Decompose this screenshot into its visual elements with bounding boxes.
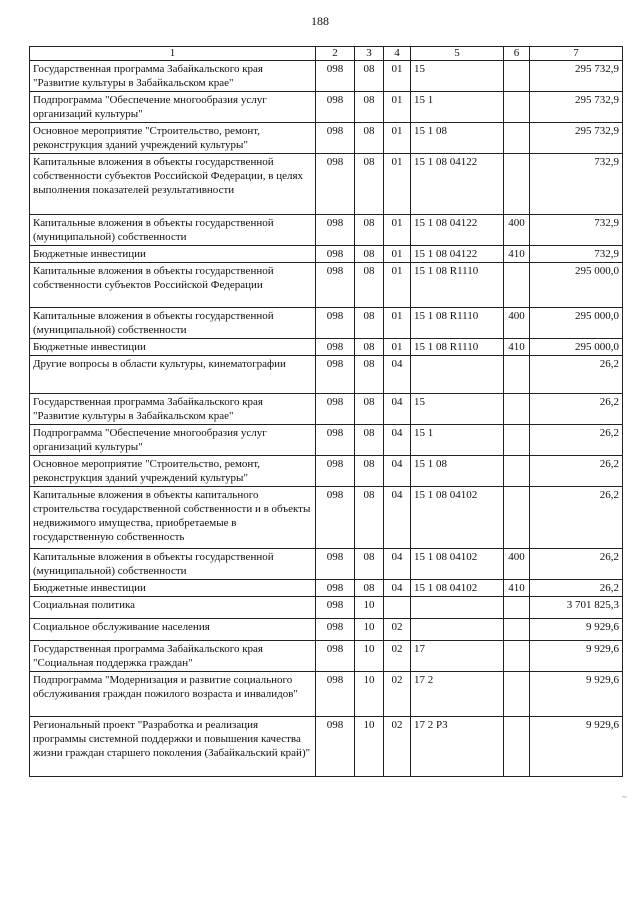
row-c3-cell: 08 <box>355 549 384 580</box>
row-c3-cell: 10 <box>355 597 384 619</box>
row-c4-cell: 02 <box>384 619 411 641</box>
header-cell: 2 <box>316 47 355 61</box>
row-c4-cell: 04 <box>384 549 411 580</box>
row-c4-cell: 01 <box>384 246 411 263</box>
row-c2-cell: 098 <box>316 123 355 154</box>
row-c6-cell <box>504 456 530 487</box>
header-cell: 7 <box>530 47 623 61</box>
row-c5-cell <box>411 356 504 394</box>
row-c2-cell: 098 <box>316 580 355 597</box>
row-c4-cell: 01 <box>384 215 411 246</box>
table-row <box>30 61 623 92</box>
row-c2-cell: 098 <box>316 672 355 717</box>
row-c5-cell: 17 2 P3 <box>411 717 504 777</box>
row-c7-cell: 295 732,9 <box>530 123 623 154</box>
row-c5-cell: 15 1 08 R1110 <box>411 308 504 339</box>
row-c5-cell: 15 1 08 04122 <box>411 246 504 263</box>
row-c4-cell: 04 <box>384 394 411 425</box>
row-c6-cell <box>504 672 530 717</box>
row-name-cell: Капитальные вложения в объекты государственной (муниципальной) собственности <box>30 549 316 580</box>
row-c5-cell: 17 2 <box>411 672 504 717</box>
table-row <box>30 456 623 487</box>
row-c2-cell: 098 <box>316 425 355 456</box>
row-c2-cell: 098 <box>316 619 355 641</box>
row-c6-cell <box>504 61 530 92</box>
row-c5-cell: 15 1 08 <box>411 123 504 154</box>
table-row <box>30 246 623 263</box>
row-c6-cell <box>504 154 530 215</box>
row-name-cell: Капитальные вложения в объекты государственной (муниципальной) собственности <box>30 215 316 246</box>
row-c7-cell: 732,9 <box>530 215 623 246</box>
row-c5-cell: 15 1 <box>411 92 504 123</box>
table-row <box>30 123 623 154</box>
row-c2-cell: 098 <box>316 356 355 394</box>
scan-mark: ~ <box>622 792 627 802</box>
table-row <box>30 717 623 777</box>
row-c7-cell: 26,2 <box>530 487 623 549</box>
row-c7-cell: 26,2 <box>530 356 623 394</box>
row-c3-cell: 08 <box>355 487 384 549</box>
row-c5-cell: 15 1 08 <box>411 456 504 487</box>
table-row <box>30 580 623 597</box>
row-c7-cell: 732,9 <box>530 154 623 215</box>
row-name-cell: Основное мероприятие "Строительство, ремонт, реконструкция зданий учреждений культуры" <box>30 456 316 487</box>
row-c3-cell: 08 <box>355 92 384 123</box>
row-c4-cell: 01 <box>384 61 411 92</box>
row-c5-cell: 15 1 08 R1110 <box>411 339 504 356</box>
row-c7-cell: 295 732,9 <box>530 61 623 92</box>
table-row <box>30 308 623 339</box>
row-c6-cell <box>504 123 530 154</box>
row-c2-cell: 098 <box>316 456 355 487</box>
row-c4-cell: 01 <box>384 339 411 356</box>
row-c6-cell: 410 <box>504 246 530 263</box>
row-c5-cell: 15 1 08 04122 <box>411 154 504 215</box>
row-c7-cell: 732,9 <box>530 246 623 263</box>
row-name-cell: Подпрограмма "Обеспечение многообразия услуг организаций культуры" <box>30 425 316 456</box>
header-cell: 5 <box>411 47 504 61</box>
row-c4-cell: 02 <box>384 672 411 717</box>
row-c4-cell: 04 <box>384 487 411 549</box>
row-c6-cell <box>504 425 530 456</box>
row-name-cell: Капитальные вложения в объекты капитального строительства государственной собственности и в объекты недвижимого имущества, приобретаемые в государственную собственность <box>30 487 316 549</box>
row-c2-cell: 098 <box>316 246 355 263</box>
row-c6-cell: 410 <box>504 580 530 597</box>
row-c4-cell <box>384 597 411 619</box>
row-c2-cell: 098 <box>316 263 355 308</box>
row-c5-cell: 15 1 08 04102 <box>411 487 504 549</box>
row-c3-cell: 08 <box>355 154 384 215</box>
table-row <box>30 92 623 123</box>
row-name-cell: Государственная программа Забайкальского края "Развитие культуры в Забайкальском крае" <box>30 394 316 425</box>
row-c6-cell <box>504 597 530 619</box>
row-c7-cell: 26,2 <box>530 425 623 456</box>
header-cell: 1 <box>30 47 316 61</box>
row-c4-cell: 04 <box>384 356 411 394</box>
row-c5-cell: 15 <box>411 394 504 425</box>
row-c4-cell: 02 <box>384 641 411 672</box>
row-c7-cell: 26,2 <box>530 456 623 487</box>
header-row <box>30 47 623 61</box>
row-c7-cell: 9 929,6 <box>530 717 623 777</box>
row-c3-cell: 08 <box>355 580 384 597</box>
row-c6-cell <box>504 641 530 672</box>
row-c7-cell: 3 701 825,3 <box>530 597 623 619</box>
row-name-cell: Капитальные вложения в объекты государственной собственности субъектов Российской Федерации, в целях выполнения показателей результативности <box>30 154 316 215</box>
row-c3-cell: 08 <box>355 123 384 154</box>
table-row <box>30 263 623 308</box>
row-c5-cell: 17 <box>411 641 504 672</box>
row-c5-cell: 15 1 08 04122 <box>411 215 504 246</box>
row-c3-cell: 10 <box>355 717 384 777</box>
row-c7-cell: 26,2 <box>530 549 623 580</box>
row-c4-cell: 02 <box>384 717 411 777</box>
table-row <box>30 487 623 549</box>
row-c6-cell: 400 <box>504 549 530 580</box>
row-c7-cell: 295 000,0 <box>530 308 623 339</box>
row-c6-cell <box>504 92 530 123</box>
row-c2-cell: 098 <box>316 154 355 215</box>
header-cell: 3 <box>355 47 384 61</box>
header-cell: 4 <box>384 47 411 61</box>
row-c2-cell: 098 <box>316 549 355 580</box>
row-c3-cell: 08 <box>355 215 384 246</box>
row-name-cell: Другие вопросы в области культуры, кинематографии <box>30 356 316 394</box>
row-c6-cell: 410 <box>504 339 530 356</box>
row-c3-cell: 08 <box>355 308 384 339</box>
table-row <box>30 394 623 425</box>
row-c3-cell: 08 <box>355 61 384 92</box>
row-c5-cell: 15 1 08 R1110 <box>411 263 504 308</box>
row-name-cell: Подпрограмма "Обеспечение многообразия услуг организаций культуры" <box>30 92 316 123</box>
row-c6-cell <box>504 619 530 641</box>
row-name-cell: Подпрограмма "Модернизация и развитие социального обслуживания граждан пожилого возраста и инвалидов" <box>30 672 316 717</box>
row-c5-cell <box>411 597 504 619</box>
row-name-cell: Государственная программа Забайкальского края "Социальная поддержка граждан" <box>30 641 316 672</box>
row-name-cell: Капитальные вложения в объекты государственной собственности субъектов Российской Федерации <box>30 263 316 308</box>
row-c5-cell: 15 1 08 04102 <box>411 580 504 597</box>
row-c3-cell: 08 <box>355 425 384 456</box>
row-c3-cell: 10 <box>355 619 384 641</box>
row-c5-cell: 15 1 <box>411 425 504 456</box>
row-c2-cell: 098 <box>316 487 355 549</box>
row-c3-cell: 08 <box>355 356 384 394</box>
page-number: 188 <box>311 14 329 28</box>
table-row <box>30 356 623 394</box>
row-c2-cell: 098 <box>316 92 355 123</box>
row-c7-cell: 26,2 <box>530 580 623 597</box>
row-c7-cell: 295 732,9 <box>530 92 623 123</box>
table-row <box>30 425 623 456</box>
row-c7-cell: 295 000,0 <box>530 339 623 356</box>
row-c2-cell: 098 <box>316 61 355 92</box>
row-c7-cell: 9 929,6 <box>530 619 623 641</box>
table-row <box>30 619 623 641</box>
row-c6-cell <box>504 717 530 777</box>
table-row <box>30 339 623 356</box>
row-c3-cell: 08 <box>355 456 384 487</box>
header-cell: 6 <box>504 47 530 61</box>
row-c4-cell: 01 <box>384 92 411 123</box>
row-c4-cell: 04 <box>384 580 411 597</box>
row-c7-cell: 9 929,6 <box>530 641 623 672</box>
row-c4-cell: 04 <box>384 456 411 487</box>
row-c2-cell: 098 <box>316 215 355 246</box>
row-name-cell: Государственная программа Забайкальского края "Развитие культуры в Забайкальском крае" <box>30 61 316 92</box>
row-c5-cell: 15 <box>411 61 504 92</box>
row-c2-cell: 098 <box>316 339 355 356</box>
row-c7-cell: 9 929,6 <box>530 672 623 717</box>
row-c4-cell: 01 <box>384 308 411 339</box>
row-c4-cell: 04 <box>384 425 411 456</box>
table-row <box>30 549 623 580</box>
row-c6-cell <box>504 394 530 425</box>
row-c6-cell: 400 <box>504 308 530 339</box>
table-row <box>30 597 623 619</box>
row-c6-cell <box>504 263 530 308</box>
row-name-cell: Капитальные вложения в объекты государственной (муниципальной) собственности <box>30 308 316 339</box>
row-c6-cell <box>504 487 530 549</box>
row-c2-cell: 098 <box>316 394 355 425</box>
row-name-cell: Социальная политика <box>30 597 316 619</box>
row-c2-cell: 098 <box>316 641 355 672</box>
budget-table <box>29 46 623 777</box>
row-name-cell: Бюджетные инвестиции <box>30 246 316 263</box>
row-c4-cell: 01 <box>384 154 411 215</box>
row-c3-cell: 10 <box>355 672 384 717</box>
table-row <box>30 154 623 215</box>
row-c2-cell: 098 <box>316 597 355 619</box>
row-c3-cell: 10 <box>355 641 384 672</box>
row-name-cell: Бюджетные инвестиции <box>30 339 316 356</box>
row-c7-cell: 295 000,0 <box>530 263 623 308</box>
row-name-cell: Социальное обслуживание населения <box>30 619 316 641</box>
row-c3-cell: 08 <box>355 246 384 263</box>
table-row <box>30 672 623 717</box>
row-name-cell: Бюджетные инвестиции <box>30 580 316 597</box>
row-c3-cell: 08 <box>355 339 384 356</box>
row-c2-cell: 098 <box>316 308 355 339</box>
row-c6-cell: 400 <box>504 215 530 246</box>
table-row <box>30 641 623 672</box>
row-c7-cell: 26,2 <box>530 394 623 425</box>
row-c5-cell <box>411 619 504 641</box>
row-c4-cell: 01 <box>384 123 411 154</box>
row-c3-cell: 08 <box>355 394 384 425</box>
table-row <box>30 215 623 246</box>
row-c4-cell: 01 <box>384 263 411 308</box>
row-name-cell: Региональный проект "Разработка и реализация программы системной поддержки и повышения качества жизни граждан старшего поколения (Забайкальский край)" <box>30 717 316 777</box>
row-c2-cell: 098 <box>316 717 355 777</box>
row-name-cell: Основное мероприятие "Строительство, ремонт, реконструкция зданий учреждений культуры" <box>30 123 316 154</box>
row-c5-cell: 15 1 08 04102 <box>411 549 504 580</box>
row-c6-cell <box>504 356 530 394</box>
row-c3-cell: 08 <box>355 263 384 308</box>
